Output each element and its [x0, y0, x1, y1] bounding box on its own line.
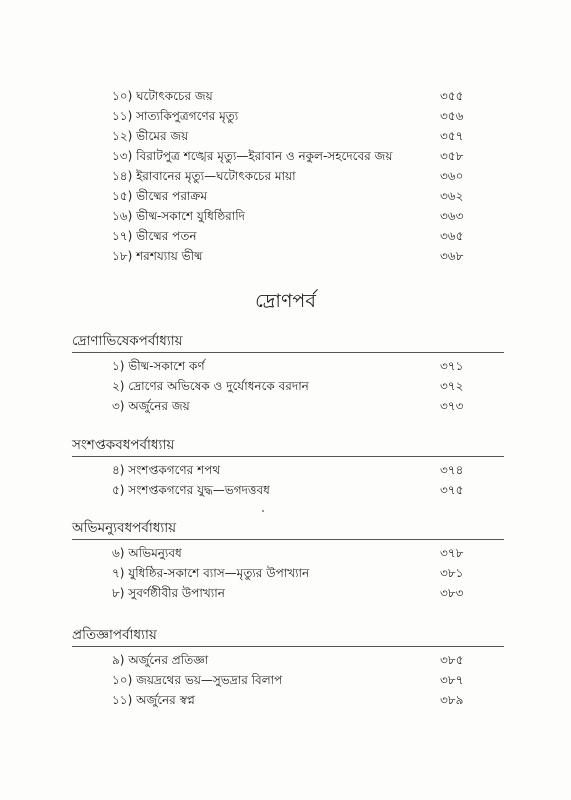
- toc-entry-page: ৩৫৬: [440, 109, 464, 123]
- toc-entry-page: ৩৫৮: [440, 149, 464, 163]
- toc-entry-label: ৭) যুধিষ্ঠির-সকাশে ব্যাস—মৃত্যুর উপাখ্যান: [112, 566, 310, 580]
- chapter-divider: [72, 646, 504, 647]
- toc-entry-label: ১৫) ভীষ্মের পরাক্রম: [112, 189, 208, 203]
- toc-entry-label: ১৬) ভীষ্ম-সকাশে যুধিষ্ঠিরাদি: [112, 209, 245, 223]
- toc-entry-label: ১০) ঘটোৎকচের জয়: [112, 89, 213, 103]
- chapter-divider: [72, 352, 504, 353]
- print-speck: [262, 510, 264, 512]
- toc-entry-page: ৩৬৩: [440, 209, 464, 223]
- toc-entry-label: ১১) অর্জুনের স্বপ্ন: [112, 693, 195, 707]
- section-title: দ্রোণপর্ব: [255, 290, 316, 312]
- toc-entry-label: ৬) অভিমন্যুবধ: [112, 546, 182, 560]
- chapter-heading: প্রতিজ্ঞাপর্বাধ্যায়: [72, 627, 157, 643]
- toc-entry-page: ৩৫৭: [440, 129, 464, 143]
- toc-entry-label: ৮) সুবর্ণষ্ঠীবীর উপাখ্যান: [112, 586, 225, 600]
- toc-entry-page: ৩৭১: [440, 359, 464, 373]
- toc-entry-page: ৩৮৩: [440, 586, 464, 600]
- chapter-divider: [72, 539, 504, 540]
- toc-entry-label: ৯) অর্জুনের প্রতিজ্ঞা: [112, 653, 209, 667]
- toc-entry-page: ৩৬০: [440, 169, 464, 183]
- toc-entry-page: ৩৮৭: [440, 673, 464, 687]
- toc-entry-label: ১৪) ইরাবানের মৃত্যু—ঘটোৎকচের মায়া: [112, 169, 296, 183]
- toc-entry-label: ১০) জয়দ্রথের ভয়—সুভদ্রার বিলাপ: [112, 673, 283, 687]
- toc-entry-label: ৫) সংশপ্তকগণের যুদ্ধ—ভগদত্তবধ: [112, 483, 270, 497]
- toc-entry-page: ৩৭৪: [440, 463, 464, 477]
- toc-entry-page: ৩৫৫: [440, 89, 464, 103]
- chapter-heading: অভিমন্যুবধপর্বাধ্যায়: [72, 520, 177, 536]
- toc-entry-label: ২) দ্রোণের অভিষেক ও দুর্যোধনকে বরদান: [112, 379, 309, 393]
- chapter-heading: দ্রোণাভিষেকপর্বাধ্যায়: [72, 333, 183, 349]
- toc-entry-label: ১৮) শরশয্যায় ভীষ্ম: [112, 249, 203, 263]
- toc-entry-label: ১৭) ভীষ্মের পতন: [112, 229, 197, 243]
- toc-entry-label: ৩) অর্জুনের জয়: [112, 399, 190, 413]
- chapter-divider: [72, 456, 504, 457]
- toc-entry-page: ৩৬৮: [440, 249, 464, 263]
- chapter-heading: সংশপ্তকবধপর্বাধ্যায়: [72, 437, 175, 453]
- toc-entry-label: ১৩) বিরাটপুত্র শঙ্খের মৃত্যু—ইরাবান ও নকুল-সহদেবের জয়: [112, 149, 393, 163]
- toc-entry-page: ৩৮১: [440, 566, 464, 580]
- toc-entry-page: ৩৬৫: [440, 229, 464, 243]
- toc-entry-page: ৩৭২: [440, 379, 464, 393]
- toc-entry-label: ১) ভীষ্ম-সকাশে কর্ণ: [112, 359, 205, 373]
- toc-entry-page: ৩৭৫: [440, 483, 464, 497]
- toc-entry-page: ৩৬২: [440, 189, 464, 203]
- toc-entry-page: ৩৭৩: [440, 399, 464, 413]
- toc-entry-label: ১১) সাত্যকিপুত্রগণের মৃত্যু: [112, 109, 239, 123]
- toc-entry-label: ৪) সংশপ্তকগণের শপথ: [112, 463, 221, 477]
- toc-entry-page: ৩৭৮: [440, 546, 464, 560]
- toc-entry-page: ৩৮৫: [440, 653, 464, 667]
- toc-entry-page: ৩৮৯: [440, 693, 464, 707]
- toc-entry-label: ১২) ভীমের জয়: [112, 129, 189, 143]
